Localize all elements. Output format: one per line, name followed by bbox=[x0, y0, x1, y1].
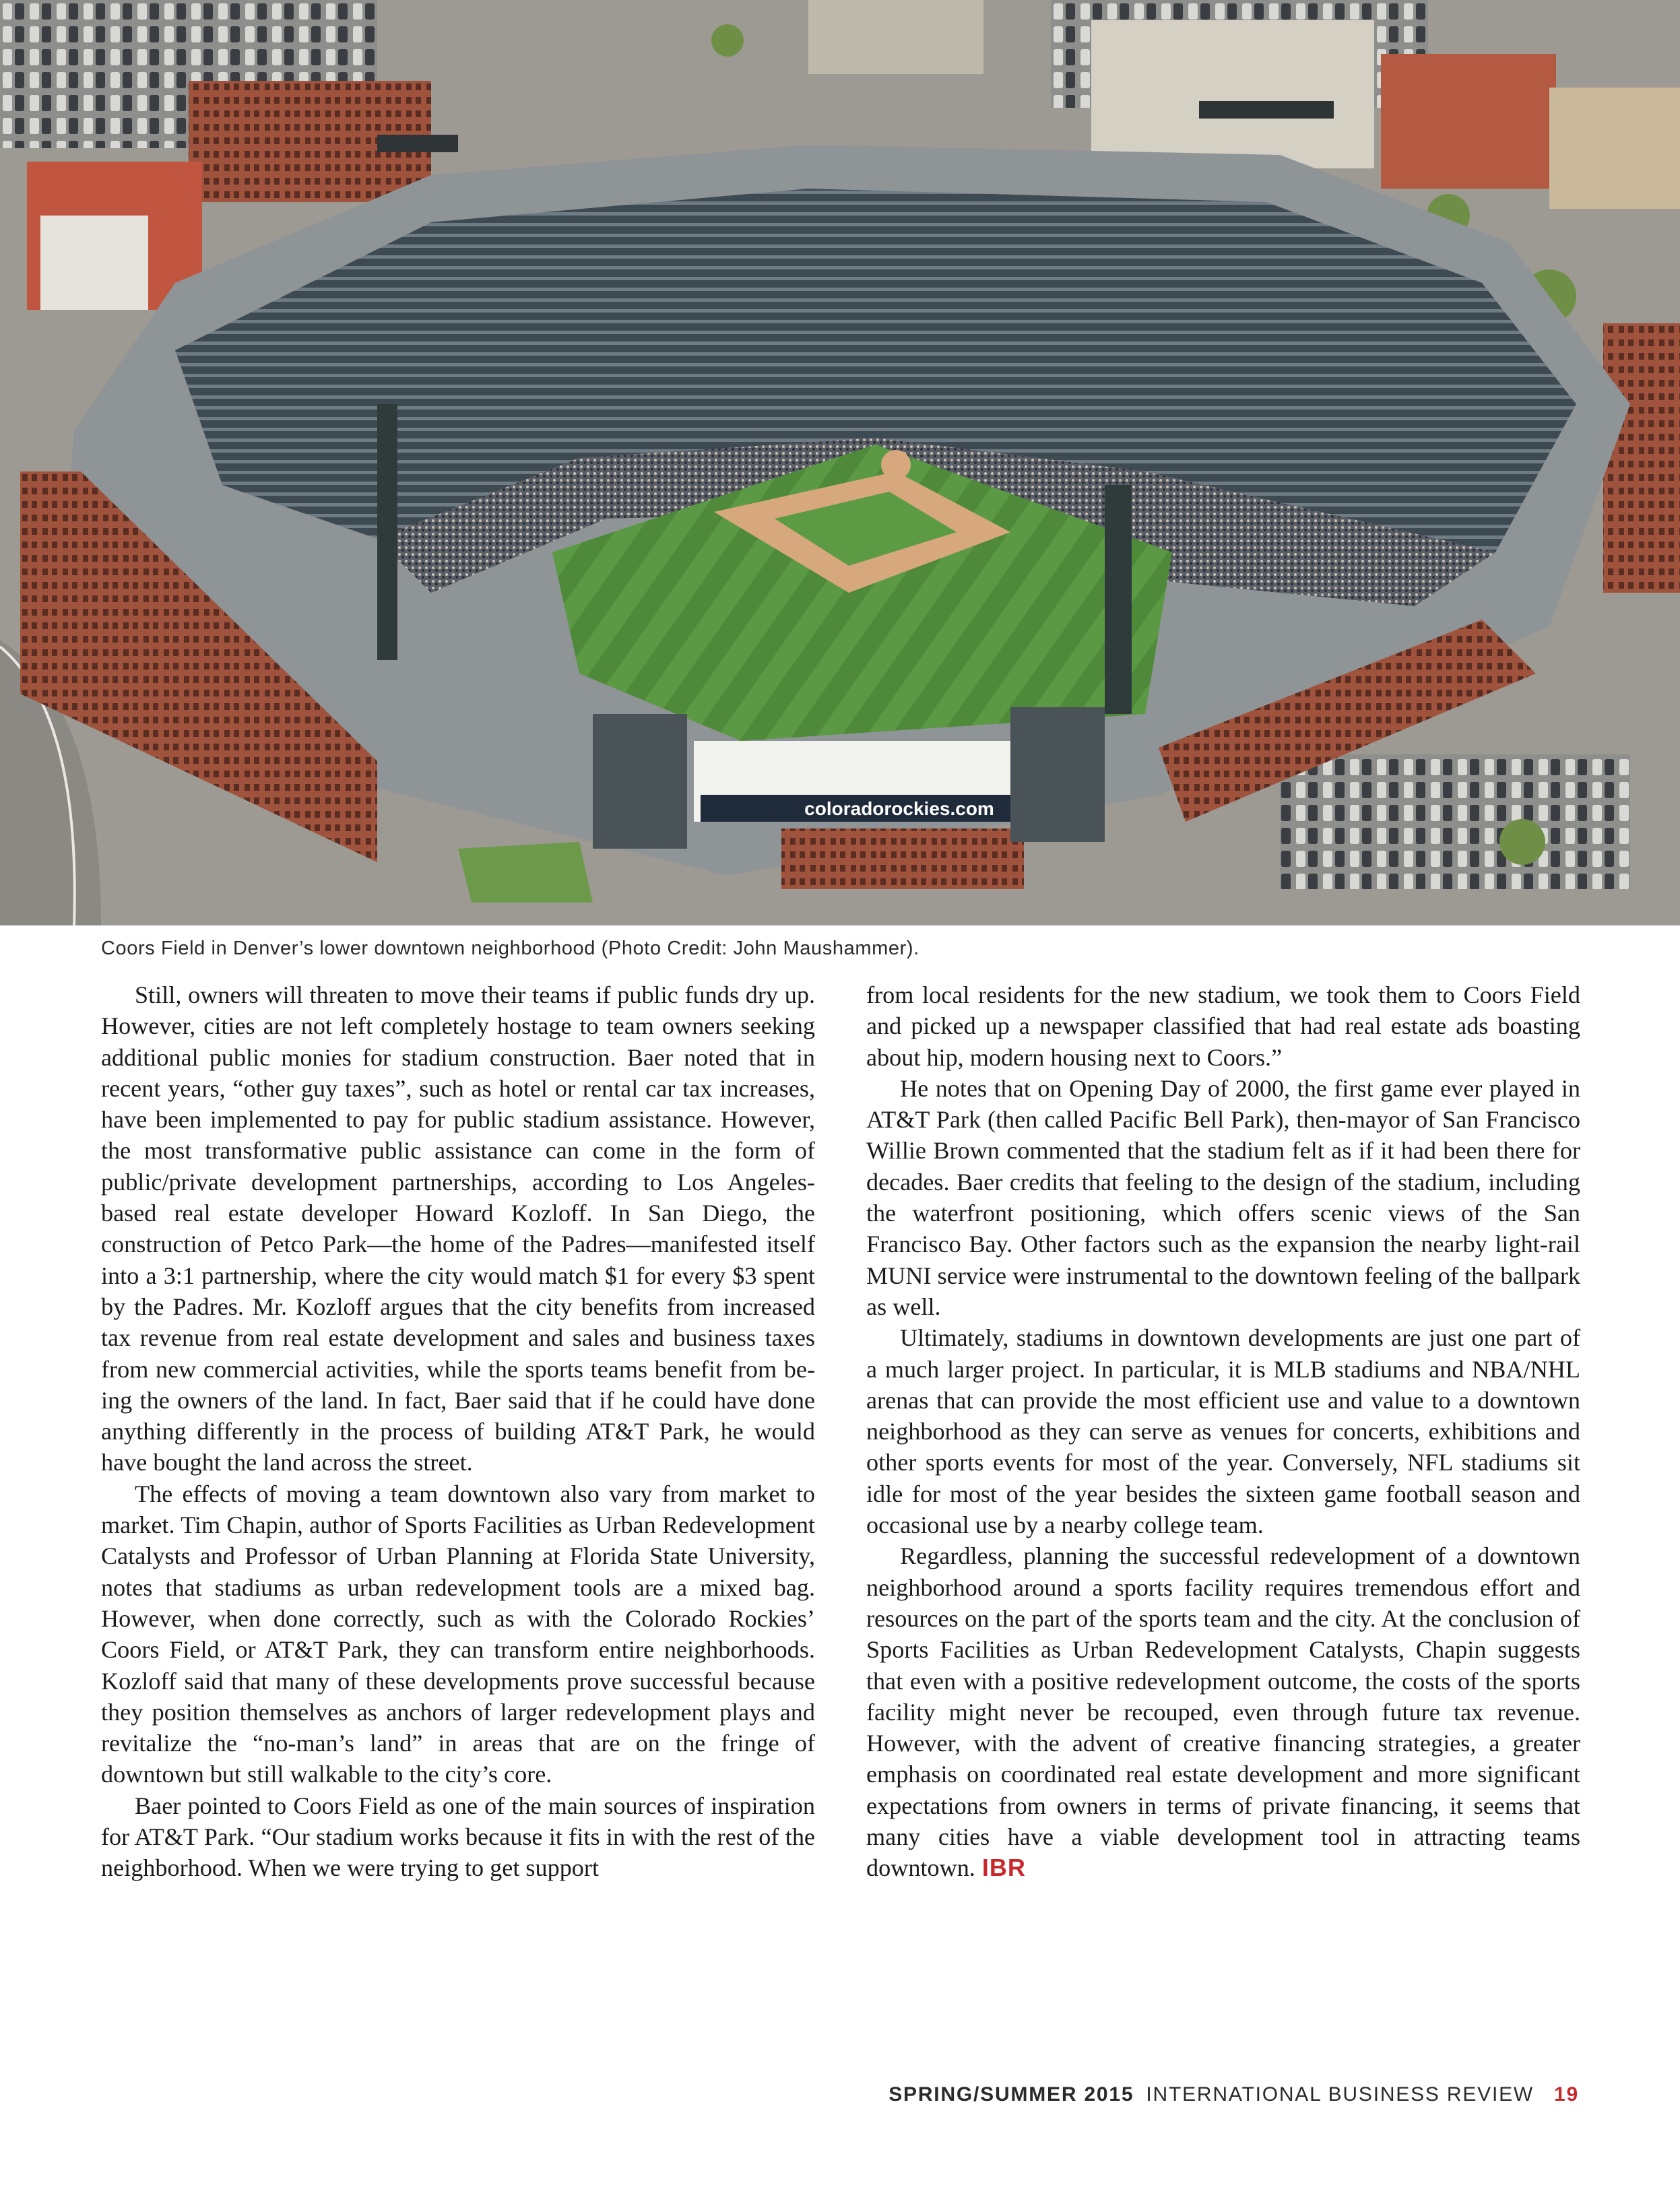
photo-caption: Coors Field in Denver’s lower downtown neighborhood (Photo Credit: John Maushammer). bbox=[101, 938, 919, 959]
paragraph: The effects of moving a team downtown also vary from market to market. Tim Chapin, author of Sports Facilities as Urban Redevelopment Catalysts and Professor of Urban Planning at Florida State University, notes that stadiums as urban redevelopment tools are a mixed bag. However, when done correctly, such as with the Colorado Rockies’ Coors Field, or AT&T Park, they can transform entire neighborhoods. Kozloff said that many of these developments prove successful because they position themselves as anchors of larger redevelopment plays and revitalize the “no-man’s land” in areas that are on the fringe of downtown but still walkable to the city’s core. bbox=[101, 1480, 815, 1788]
paragraph: Ultimately, stadiums in downtown developments are just one part of a much larger project. In particular, it is MLB stadiums and NBA/NHL arenas that can provide the most efficient use and value to a downtown neighborhood as they can serve as venues for concerts, exhibitions and other sports events for most of the year. Conversely, NFL stadiums sit idle for most of the year besides the sixteen game football season and occasional use by a nearby college team. bbox=[866, 1324, 1580, 1539]
end-mark-logo: IBR bbox=[981, 1854, 1026, 1882]
footer-season: SPRING/SUMMER 2015 bbox=[889, 2083, 1134, 2106]
article-column-right bbox=[866, 979, 1580, 1884]
stadium-photo bbox=[0, 0, 1680, 925]
footer-publication: INTERNATIONAL BUSINESS REVIEW bbox=[1146, 2083, 1534, 2106]
paragraph: Baer pointed to Coors Field as one of the main sources of inspiration for AT&T Park. “Our stadium works because it fits in with the rest of the neighborhood. When we were trying to get support bbox=[101, 1792, 815, 1882]
final-paragraph-text: Regardless, planning the successful redevelopment of a downtown neighborhood around a sports facility requires tremendous effort and resources on the part of the sports team and the city. At the conclusion of Sports Facilities as Urban Redevelopment Catalysts, Chapin suggests that even with a positive redevelopment outcome, the costs of the sports facility might never be recouped, even through future tax revenue. However, with the advent of creative financing strategies, a greater emphasis on coordinated real estate development and more significant expectations from owners in terms of private financing, it seems that many cities have a viable development tool in attracting teams downtown. bbox=[866, 1542, 1580, 1882]
paragraph: Still, owners will threaten to move their teams if public funds dry up. However, cities are not left completely hostage to team owners seeking additional public monies for stadium construction. Baer noted that in recent years, “other guy taxes”, such as hotel or rental car tax increases, have been implemented to pay for public stadium assistance. However, the most transformative public assistance can come in the form of public/private development partnerships, according to Los Angeles-based real estate developer Howard Kozloff. In San Diego, the construction of Petco Park—the home of the Padres—manifested itself into a 3:1 partnership, where the city would match $1 for every $3 spent by the Padres. Mr. Kozloff argues that the city benefits from increased tax revenue from real estate development and sales and business taxes from new commercial activities, while the sports teams benefit from being the owners of the land. In fact, Baer said that if he could have done anything differently in the process of building AT&T Park, he would have bought the land across the street. bbox=[101, 981, 815, 1476]
scoreboard-text: coloradorockies.com bbox=[804, 798, 994, 819]
article-column-left bbox=[101, 979, 815, 1884]
paragraph-continuation: from local residents for the new stadium, we took them to Coors Field and picked up a newspaper classified that had real estate ads boasting about hip, modern housing next to Coors.” bbox=[866, 981, 1580, 1071]
page-footer bbox=[889, 2083, 1579, 2106]
page-number: 19 bbox=[1554, 2083, 1579, 2106]
paragraph-final bbox=[866, 1540, 1580, 1883]
paragraph: He notes that on Opening Day of 2000, the first game ever played in AT&T Park (then called Pacific Bell Park), then-mayor of San Francisco Willie Brown commented that the stadium felt as if it had been there for decades. Baer credits that feeling to the design of the stadium, including the waterfront positioning, which offers scenic views of the San Francisco Bay. Other factors such as the expansion the nearby light-rail MUNI service were instrumental to the downtown feeling of the ballpark as well. bbox=[866, 1074, 1580, 1320]
